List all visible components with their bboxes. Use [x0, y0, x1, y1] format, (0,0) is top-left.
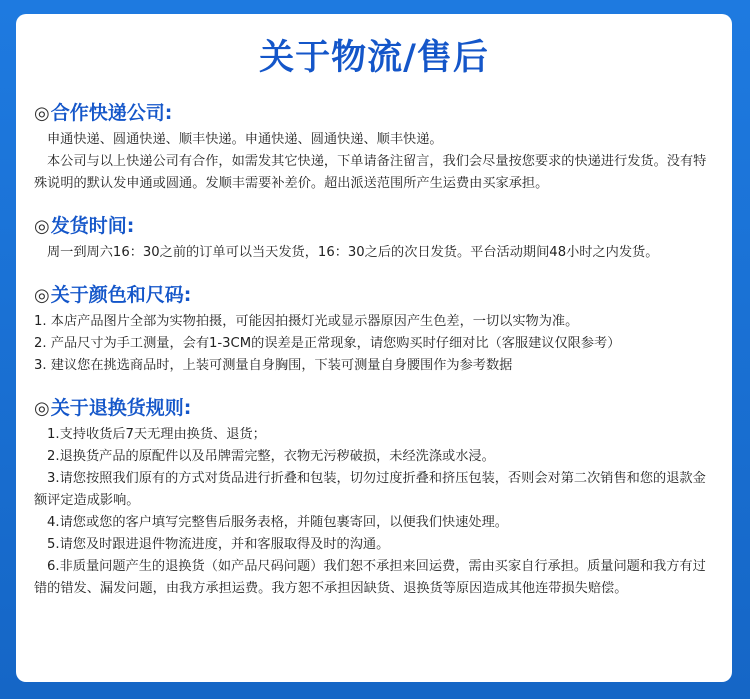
section-courier: [34, 100, 714, 195]
text-line: 周一到周六16：30之前的订单可以当天发货，16：30之后的次日发货。平台活动期间48小时之内发货。: [47, 245, 659, 260]
text-line: 3. 建议您在挑选商品时，上装可测量自身胸围，下装可测量自身腰围作为参考数据: [34, 358, 513, 373]
text-line: 4.请您或您的客户填写完整售后服务表格，并随包裹寄回，以便我们快速处理。: [47, 515, 508, 530]
section-heading: [34, 282, 714, 309]
section-heading: [34, 213, 714, 240]
text-line: 3.请您按照我们原有的方式对货品进行折叠和包装，切勿过度折叠和挤压包装，否则会对第二次销售和您的退款金额评定造成影响。: [34, 471, 706, 508]
section-heading: [34, 395, 714, 422]
text-line: 1. 本店产品图片全部为实物拍摄，可能因拍摄灯光或显示器原因产生色差，一切以实物为准。: [34, 314, 579, 329]
section-heading-text: 合作快递公司:: [50, 102, 173, 124]
text-line: 申通快递、圆通快递、顺丰快递。申通快递、圆通快递、顺丰快递。: [47, 132, 443, 147]
text-line: 5.请您及时跟进退件物流进度，并和客服取得及时的沟通。: [47, 537, 390, 552]
text-line: 6.非质量问题产生的退换货（如产品尺码问题）我们恕不承担来回运费，需由买家自行承担。质量问题和我方有过错的错发、漏发问题，由我方承担运费。我方恕不承担因缺货、退换货等原因造成其他连带损失赔偿。: [34, 559, 706, 596]
section-color-size: [34, 282, 714, 377]
circle-mark-icon: ◎: [34, 285, 50, 306]
text-line: 2. 产品尺寸为手工测量，会有1-3CM的误差是正常现象，请您购买时仔细对比（客服建议仅限参考）: [34, 336, 621, 351]
circle-mark-icon: ◎: [34, 216, 50, 237]
page-title: 关于物流/售后: [259, 38, 489, 78]
section-heading: [34, 100, 714, 127]
text-line: 2.退换货产品的原配件以及吊牌需完整，衣物无污秽破损，未经洗涤或水浸。: [47, 449, 495, 464]
circle-mark-icon: ◎: [34, 398, 50, 419]
section-return-policy: [34, 395, 714, 600]
text-line: 本公司与以上快递公司有合作，如需发其它快递，下单请备注留言，我们会尽量按您要求的快递进行发货。没有特殊说明的默认发申通或圆通。发顺丰需要补差价。超出派送范围所产生运费由买家承担。: [34, 154, 707, 191]
text-line: 1.支持收货后7天无理由换货、退货；: [47, 427, 266, 442]
section-heading-text: 关于颜色和尺码:: [50, 284, 192, 306]
section-heading-text: 关于退换货规则:: [50, 397, 192, 419]
section-heading-text: 发货时间:: [50, 215, 135, 237]
section-shipping-time: [34, 213, 714, 264]
circle-mark-icon: ◎: [34, 103, 50, 124]
content-panel: [16, 14, 732, 682]
